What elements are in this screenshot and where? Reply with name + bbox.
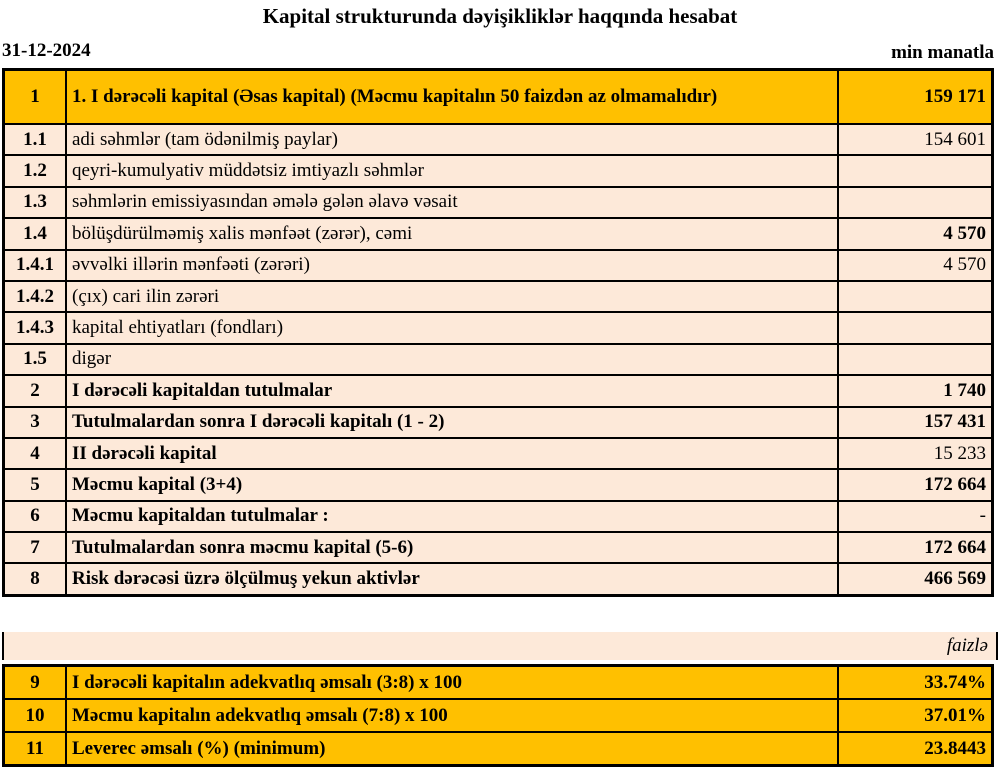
row-value: 15 233 <box>838 438 993 469</box>
currency-unit: min manatla <box>891 42 994 63</box>
table-row <box>4 532 993 563</box>
row-number: 2 <box>4 375 67 406</box>
report-date: 31-12-2024 <box>2 40 91 61</box>
row-label: I dərəcəli kapitalın adekvatlıq əmsalı (3:8) x 100 <box>66 666 838 700</box>
row-value <box>838 312 993 343</box>
table-row <box>4 438 993 469</box>
row-value <box>838 344 993 375</box>
table-row <box>4 469 993 500</box>
row-label: Məcmu kapitaldan tutulmalar : <box>66 501 838 532</box>
row-number: 1 <box>4 70 67 125</box>
row-number: 8 <box>4 563 67 595</box>
row-value <box>838 187 993 218</box>
row-label: II dərəcəli kapital <box>66 438 838 469</box>
percent-unit-label: faizlə <box>946 635 988 656</box>
table-row <box>4 375 993 406</box>
row-number: 1.4 <box>4 218 67 249</box>
row-label: kapital ehtiyatları (fondları) <box>66 312 838 343</box>
row-value: 33.74% <box>838 666 993 700</box>
table-row <box>4 250 993 281</box>
row-label: I dərəcəli kapitaldan tutulmalar <box>66 375 838 406</box>
table-row <box>4 732 993 766</box>
table-row <box>4 312 993 343</box>
table-row <box>4 666 993 700</box>
row-number: 5 <box>4 469 67 500</box>
row-number: 11 <box>4 732 67 766</box>
row-value: 157 431 <box>838 407 993 438</box>
row-number: 9 <box>4 666 67 700</box>
table-row <box>4 218 993 249</box>
row-value: 37.01% <box>838 699 993 732</box>
row-number: 7 <box>4 532 67 563</box>
report-title: Kapital strukturunda dəyişikliklər haqqında hesabat <box>262 4 738 28</box>
row-value: - <box>838 501 993 532</box>
row-label: Tutulmalardan sonra məcmu kapital (5-6) <box>66 532 838 563</box>
row-number: 3 <box>4 407 67 438</box>
row-value: 172 664 <box>838 532 993 563</box>
row-number: 1.1 <box>4 124 67 155</box>
table-row <box>4 124 993 155</box>
row-label: səhmlərin emissiyasından əmələ gələn əlavə vəsait <box>66 187 838 218</box>
percent-unit-row <box>2 632 998 660</box>
row-value <box>838 155 993 186</box>
row-value: 23.8443 <box>838 732 993 766</box>
table-row <box>4 501 993 532</box>
row-value: 159 171 <box>838 70 993 125</box>
row-label: (çıx) cari ilin zərəri <box>66 281 838 312</box>
row-label: Tutulmalardan sonra I dərəcəli kapitalı (1 - 2) <box>66 407 838 438</box>
row-number: 1.4.3 <box>4 312 67 343</box>
row-label: bölüşdürülməmiş xalis mənfəət (zərər), cəmi <box>66 218 838 249</box>
row-number: 4 <box>4 438 67 469</box>
table-row <box>4 563 993 595</box>
adequacy-ratios-table <box>2 664 994 767</box>
row-value: 466 569 <box>838 563 993 595</box>
row-value: 4 570 <box>838 250 993 281</box>
table-row <box>4 344 993 375</box>
row-label: digər <box>66 344 838 375</box>
row-number: 1.2 <box>4 155 67 186</box>
table-row <box>4 70 993 125</box>
table-row <box>4 155 993 186</box>
table-row <box>4 407 993 438</box>
row-label: qeyri-kumulyativ müddətsiz imtiyazlı səhmlər <box>66 155 838 186</box>
row-number: 6 <box>4 501 67 532</box>
row-value: 1 740 <box>838 375 993 406</box>
row-label: Məcmu kapital (3+4) <box>66 469 838 500</box>
table-row <box>4 699 993 732</box>
row-number: 1.4.2 <box>4 281 67 312</box>
row-label: əvvəlki illərin mənfəəti (zərəri) <box>66 250 838 281</box>
row-label: adi səhmlər (tam ödənilmiş paylar) <box>66 124 838 155</box>
row-value <box>838 281 993 312</box>
row-label: 1. I dərəcəli kapital (Əsas kapital) (Məcmu kapitalın 50 faizdən az olmamalıdır) <box>66 70 838 125</box>
row-number: 1.3 <box>4 187 67 218</box>
row-number: 10 <box>4 699 67 732</box>
row-label: Leverec əmsalı (%) (minimum) <box>66 732 838 766</box>
table-row <box>4 281 993 312</box>
capital-structure-table <box>2 68 994 597</box>
table-row <box>4 187 993 218</box>
row-value: 172 664 <box>838 469 993 500</box>
row-label: Risk dərəcəsi üzrə ölçülmuş yekun aktivlər <box>66 563 838 595</box>
row-value: 4 570 <box>838 218 993 249</box>
row-number: 1.5 <box>4 344 67 375</box>
row-number: 1.4.1 <box>4 250 67 281</box>
row-label: Məcmu kapitalın adekvatlıq əmsalı (7:8) x 100 <box>66 699 838 732</box>
row-value: 154 601 <box>838 124 993 155</box>
